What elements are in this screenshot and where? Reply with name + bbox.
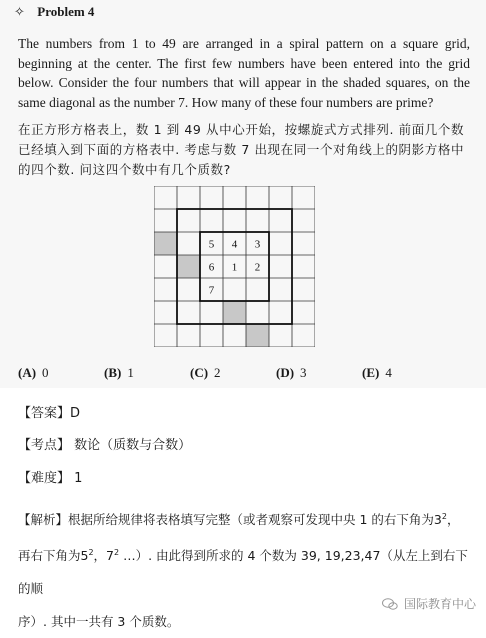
analysis-block	[18, 500, 470, 638]
grid-number: 1	[231, 261, 238, 274]
analysis-line-1: 【解析】根据所给规律将表格填写完整（或者观察可发现中央 1 的右下角为$3^2$，	[18, 512, 460, 528]
grid-number: 5	[208, 238, 215, 251]
problem-heading	[14, 4, 94, 20]
problem-text-chinese: 在正方形方格表上，数 1 到 49 从中心开始，按螺旋式方式排列. 前面几个数已经填入到下面的方格表中. 考虑与数 7 出现在同一个对角线上的阴影方格中的四个数. 问这四个数中有几个质数?	[18, 122, 465, 177]
grid-number: 3	[254, 238, 261, 251]
spiral-grid	[154, 186, 315, 347]
choice-e: (E) 4	[362, 365, 392, 380]
analysis-line-3: 序）. 其中一共有 3 个质数。	[18, 614, 180, 630]
watermark	[382, 595, 476, 612]
answer-line: 【答案】D	[18, 406, 81, 421]
shaded-cell	[177, 255, 200, 278]
problem-title: Problem 4	[37, 4, 95, 19]
shaded-cell	[223, 301, 246, 324]
grid-number: 7	[208, 284, 215, 297]
grid-number: 6	[208, 261, 215, 274]
choice-c: (C) 2	[190, 365, 221, 380]
wechat-icon	[382, 598, 398, 610]
shaded-cell	[154, 232, 177, 255]
shaded-cell	[246, 324, 269, 347]
choice-b: (B) 1	[104, 365, 134, 380]
diamond-icon: ✧	[14, 4, 25, 19]
choice-a: (A) 0	[18, 365, 49, 380]
choice-d: (D) 3	[276, 365, 307, 380]
topic-line: 【考点】 数论（质数与合数）	[18, 438, 192, 453]
grid-number: 4	[231, 238, 238, 251]
grid-number: 2	[254, 261, 261, 274]
analysis-line-2: 再右下角为$5^2$，$7^2$ …）. 由此得到所求的 4 个数为 39, 19,23,47（从左上到右下的顺	[18, 548, 468, 597]
difficulty-line: 【难度】 1	[18, 471, 83, 486]
problem-text-english: The numbers from 1 to 49 are arranged in a spiral pattern on a square grid, beginning at the center. The first few numbers have been entered into the grid below. Consider the four numbers that will appear in the shaded squares, on the same diagonal as the number 7. How many of these four numbers are prime?	[18, 36, 470, 110]
watermark-text: 国际教育中心	[403, 597, 476, 611]
